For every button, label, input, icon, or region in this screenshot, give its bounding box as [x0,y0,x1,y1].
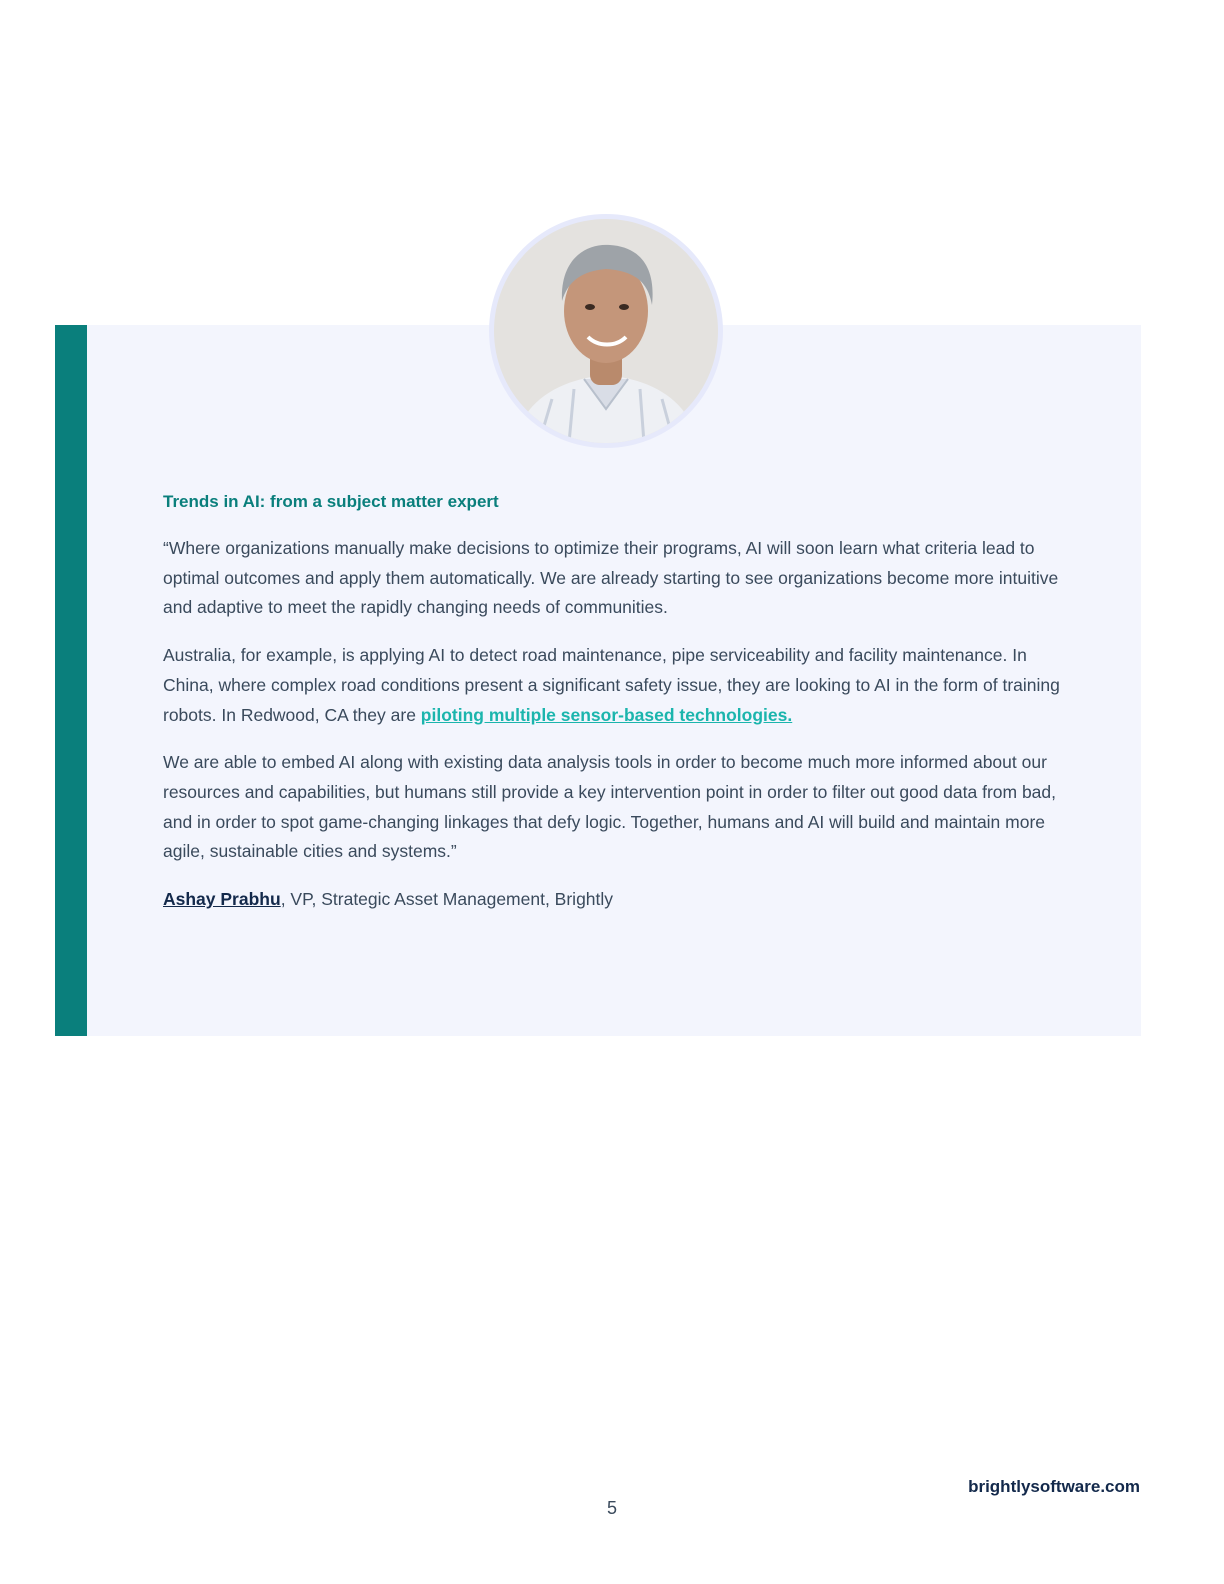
page-number: 5 [606,1498,617,1518]
sensor-technologies-link[interactable]: piloting multiple sensor-based technologies. [420,704,793,725]
footer-website: brightlysoftware.com [968,1477,1140,1496]
accent-bar [55,325,87,1036]
callout-content [163,490,1063,915]
author-name-link[interactable]: Ashay Prabhu [163,889,281,910]
quote-paragraph-3: We are able to embed AI along with existing data analysis tools in order to become much more informed about our resources and capabilities, but humans still provide a key intervention point in order to filter out good data from bad, and in order to spot game-changing linkages that defy logic. Together, humans and AI will build and maintain more agile, sustainable cities and systems.” [163,752,1057,862]
portrait-photo [494,219,718,443]
quote-paragraph-2 [163,641,1063,730]
quote-paragraph-1: “Where organizations manually make decisions to optimize their programs, AI will soon learn what criteria lead to optimal outcomes and apply them automatically. We are already starting to see organizations become more intuitive and adaptive to meet the rapidly changing needs of communities. [163,538,1059,618]
author-title: , VP, Strategic Asset Management, Brightly [280,889,614,910]
quote-attribution [163,885,1063,915]
quote-paragraph-2-text: Australia, for example, is applying AI to detect road maintenance, pipe serviceability and facility maintenance. In China, where complex road conditions present a significant safety issue, they are looking to AI in the form of training robots. In Redwood, CA they are [163,645,1060,725]
callout-heading: Trends in AI: from a subject matter expert [163,492,499,511]
author-portrait [489,214,723,448]
